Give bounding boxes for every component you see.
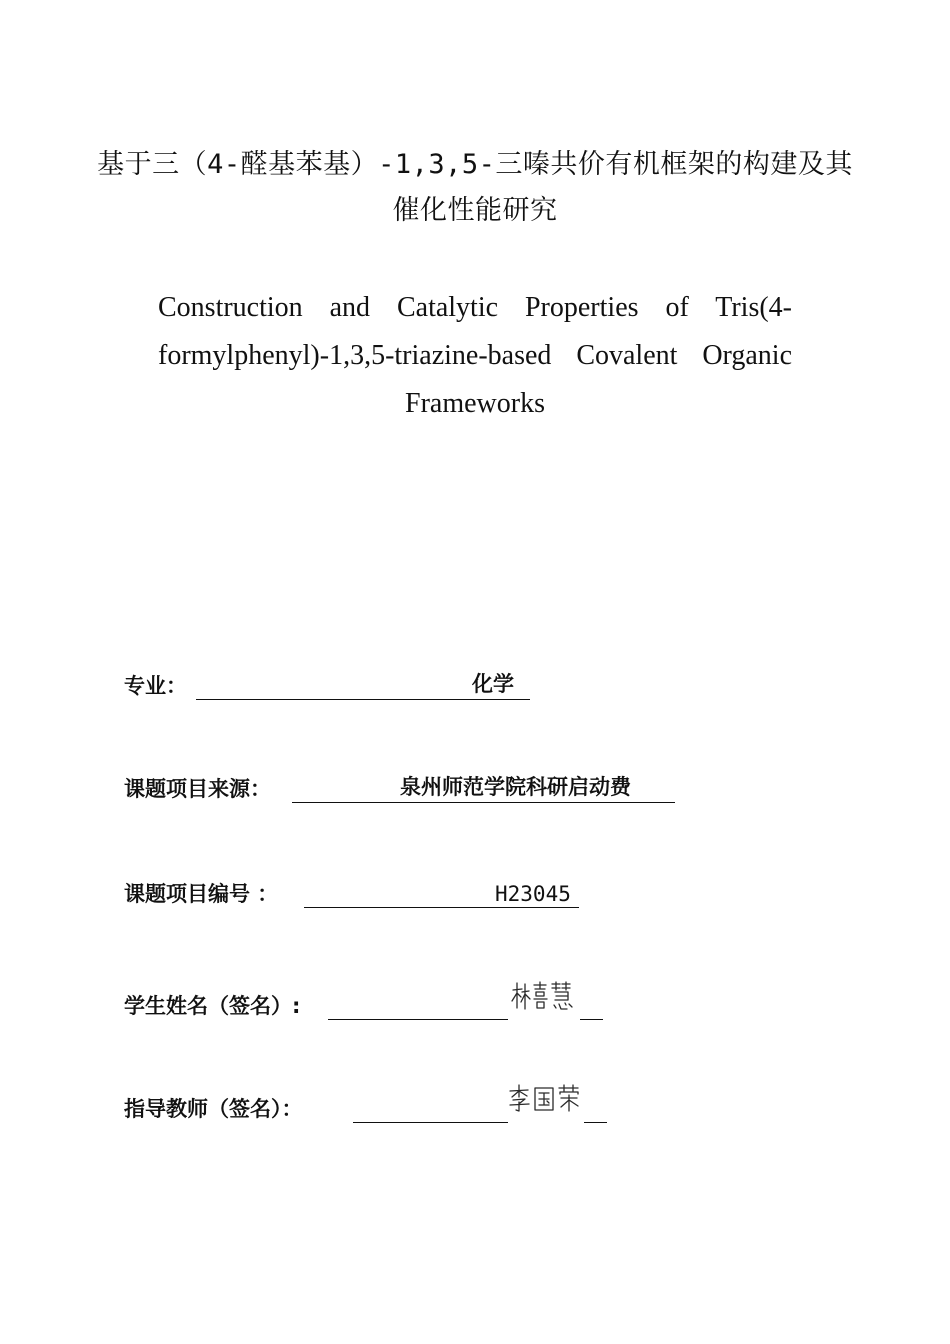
project-source-field [124,773,684,807]
advisor-signature-underline-1 [353,1120,508,1123]
english-title [158,284,792,428]
chinese-title [60,142,890,234]
project-number-value: H23045 [495,882,571,906]
student-signature-image [510,980,576,1014]
english-title-line-1: Construction and Catalytic Properties of Tris(4- [158,292,792,323]
student-signature-underline-2 [580,1017,603,1020]
major-value: 化学 [472,672,514,696]
english-title-line-3: Frameworks [405,388,545,419]
major-field [124,670,544,704]
student-signature-underline-1 [328,1017,508,1020]
english-title-line-2: formylphenyl)-1,3,5-triazine-based Covalent Organic [158,340,792,371]
project-number-label: 课题项目编号 ： [124,882,279,906]
chinese-title-line-1: 基于三（4-醛基苯基）-1,3,5-三嗪共价有机框架的构建及其 [97,149,853,180]
chinese-title-line-2: 催化性能研究 [392,195,558,226]
student-signature-label: 学生姓名（签名）: [124,994,301,1018]
advisor-signature-underline-2 [584,1120,607,1123]
project-number-field [124,878,594,912]
advisor-signature-label: 指导教师（签名）： [124,1097,303,1121]
project-source-value: 泉州师范学院科研启动费 [400,775,631,799]
major-label: 专业： [124,674,187,698]
project-source-label: 课题项目来源： [124,777,271,801]
advisor-signature-image [508,1083,582,1113]
